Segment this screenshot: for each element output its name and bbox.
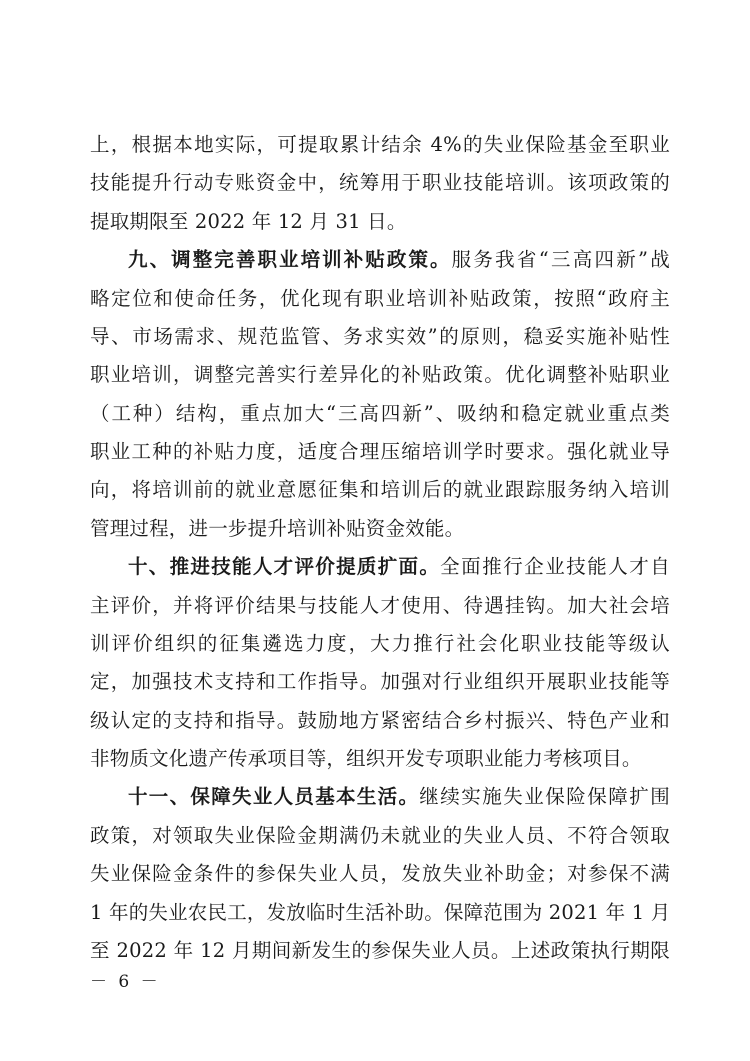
paragraph-line: 管理过程，进一步提升培训补贴资金效能。: [90, 516, 465, 540]
paragraph-line: 职业工种的补贴力度，适度合理压缩培训学时要求。强化就业导: [90, 440, 670, 464]
paragraph-line: 主评价，并将评价结果与技能人才使用、待遇挂钩。加大社会培: [90, 593, 670, 617]
paragraph-line: 非物质文化遗产传承项目等，组织开发专项职业能力考核项目。: [90, 747, 642, 771]
paragraph-line: （工种）结构，重点加大“三高四新”、吸纳和稳定就业重点类: [90, 401, 670, 425]
paragraph-line: 定，加强技术支持和工作指导。加强对行业组织开展职业技能等: [90, 670, 670, 694]
paragraph-line: 政策，对领取失业保险金期满仍未就业的失业人员、不符合领取: [90, 823, 670, 847]
paragraph-line: 职业培训，调整完善实行差异化的补贴政策。优化调整补贴职业: [90, 363, 670, 387]
paragraph-line: 导、市场需求、规范监管、务求实效”的原则，稳妥实施补贴性: [90, 324, 670, 348]
section-9-first-line: [128, 249, 670, 271]
paragraph-line: 级认定的支持和指导。鼓励地方紧密结合乡村振兴、特色产业和: [90, 708, 670, 732]
paragraph-line: 提取期限至 2022 年 12 月 31 日。: [90, 209, 407, 233]
paragraph-line: 向，将培训前的就业意愿征集和培训后的就业跟踪服务纳入培训: [90, 478, 670, 502]
paragraph-line: 略定位和使命任务，优化现有职业培训补贴政策，按照“政府主: [90, 286, 670, 310]
paragraph-line: 上，根据本地实际，可提取累计结余 4%的失业保险基金至职业: [90, 133, 670, 156]
section-11-first-line: [128, 786, 670, 808]
page-number: － 6 －: [90, 972, 161, 992]
section-9-heading: 九、调整完善职业培训补贴政策。: [128, 248, 452, 272]
paragraph-line: 至 2022 年 12 月期间新发生的参保失业人员。上述政策执行期限: [90, 939, 670, 962]
paragraph-line: 技能提升行动专账资金中，统筹用于职业技能培训。该项政策的: [90, 171, 670, 195]
section-10-first-line: [128, 556, 670, 578]
paragraph-line: 训评价组织的征集遴选力度，大力推行社会化职业技能等级认: [90, 631, 670, 655]
section-9-lead-text: 服务我省“三高四新”战: [451, 248, 670, 272]
paragraph-line: 1 年的失业农民工，发放临时生活补助。保障范围为 2021 年 1 月: [90, 900, 671, 924]
paragraph-line: 失业保险金条件的参保失业人员，发放失业补助金；对参保不满: [90, 862, 670, 886]
section-10-heading: 十、推进技能人才评价提质扩面。: [128, 555, 441, 579]
section-11-lead-text: 继续实施失业保险保障扩围: [419, 785, 670, 809]
section-10-lead-text: 全面推行企业技能人才自: [440, 555, 670, 579]
section-11-heading: 十一、保障失业人员基本生活。: [128, 785, 420, 809]
